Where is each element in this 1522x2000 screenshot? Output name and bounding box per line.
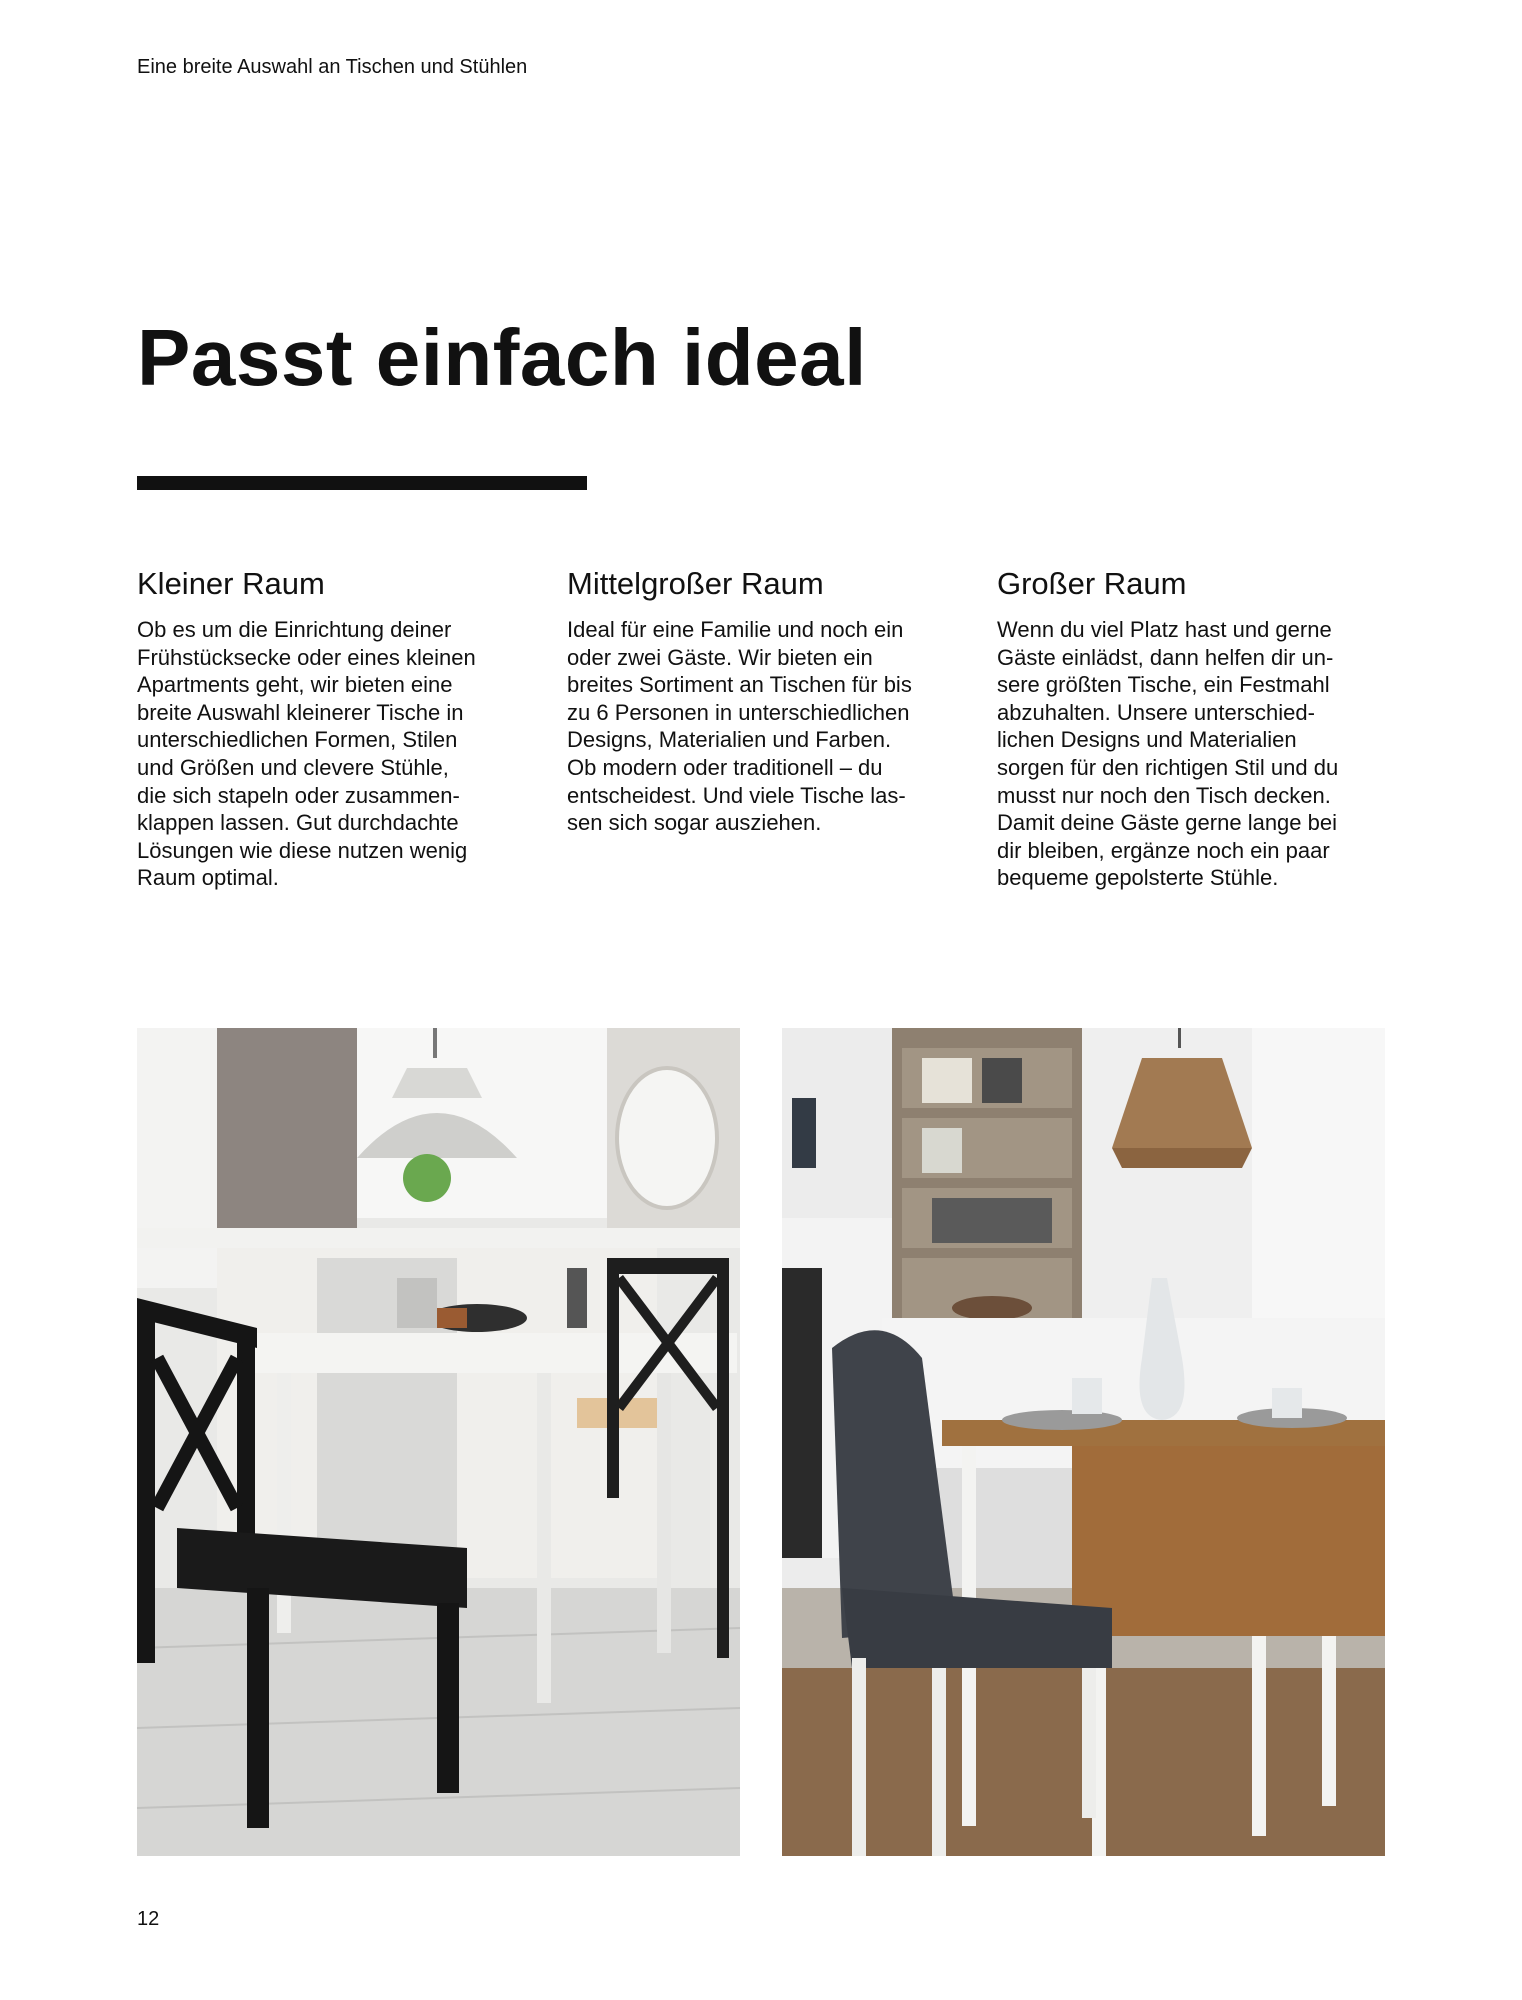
column-body: Ideal für eine Familie und noch ein oder zwei Gäste. Wir bieten ein breites Sortiment an Tischen für bis zu 6 Personen in unterschiedlichen Designs, Materialien und Farben. Ob modern oder traditionell – du entscheidest. Und viele Tische las- sen sich sogar ausziehen. — [567, 617, 912, 836]
page-title: Passt einfach ideal — [137, 313, 867, 402]
title-rule — [137, 476, 587, 490]
column-heading: Großer Raum — [997, 566, 1187, 601]
column-small-room — [137, 564, 527, 892]
living-dining-illustration — [782, 1028, 1385, 1856]
column-body: Wenn du viel Platz hast und gerne Gäste einlädst, dann helfen dir un- sere größten Tische, ein Festmahl abzuhalten. Unsere unterschied- lichen Designs und Materialien sorgen für den richtigen Stil und du musst nur noch den Tisch decken. Damit deine Gäste gerne lange bei dir bleiben, ergänze noch ein paar bequeme gepolsterte Stühle. — [997, 617, 1339, 891]
column-medium-room — [567, 564, 957, 837]
column-body: Ob es um die Einrichtung deiner Frühstücksecke oder eines kleinen Apartments geht, wir bieten eine breite Auswahl kleinerer Tische in unterschiedlichen Formen, Stilen und Größen und clevere Stühle, die sich stapeln oder zusammen- klappen lassen. Gut durchdachte Lösungen wie diese nutzen wenig Raum optimal. — [137, 617, 476, 891]
column-large-room — [997, 564, 1387, 892]
column-heading: Kleiner Raum — [137, 566, 325, 601]
living-dining-photo — [782, 1028, 1385, 1856]
kitchen-dining-illustration — [137, 1028, 740, 1856]
running-header: Eine breite Auswahl an Tischen und Stühlen — [137, 56, 528, 78]
column-heading: Mittelgroßer Raum — [567, 566, 824, 601]
kitchen-dining-photo — [137, 1028, 740, 1856]
page-number: 12 — [137, 1908, 160, 1930]
